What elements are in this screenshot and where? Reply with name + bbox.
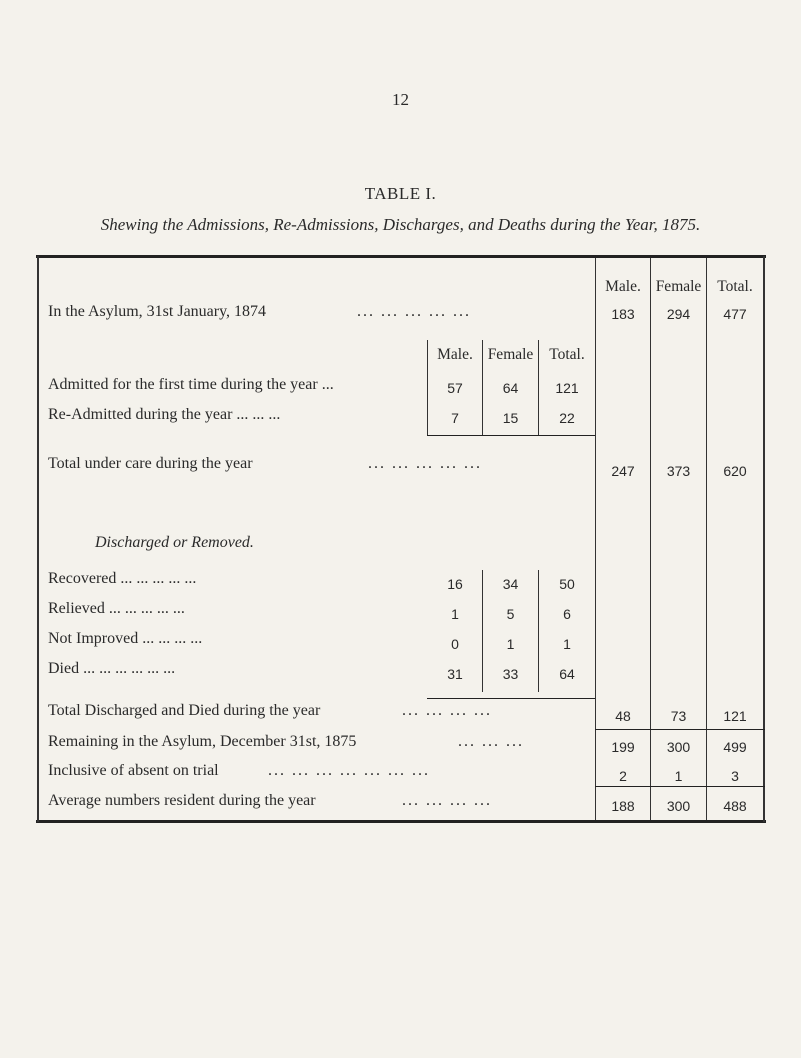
outer-col-divider bbox=[706, 258, 707, 820]
row-dots: ... ... ... bbox=[458, 733, 524, 750]
cell-total: 64 bbox=[559, 666, 575, 682]
cell-male: 48 bbox=[615, 708, 631, 724]
cell-female: 73 bbox=[670, 708, 687, 724]
cell-total: 620 bbox=[723, 463, 747, 479]
row-label: Total under care during the year bbox=[48, 455, 253, 472]
table-top-rule bbox=[36, 255, 766, 258]
row-label: Average numbers resident during the year bbox=[48, 792, 316, 809]
cell-male: 0 bbox=[451, 636, 459, 652]
cell-male: 16 bbox=[447, 576, 463, 592]
row-dots: ... ... ... ... ... bbox=[357, 303, 471, 320]
table-bottom-rule bbox=[36, 820, 766, 823]
outer-subtotal-rule bbox=[595, 786, 765, 787]
cell-total: 121 bbox=[555, 380, 579, 396]
row-dots: ... ... ... ... ... ... ... bbox=[268, 762, 430, 779]
table-right-rule bbox=[763, 256, 765, 822]
row-dots: ... ... ... ... bbox=[402, 792, 492, 809]
row-label: Admitted for the first time during the year ... bbox=[48, 376, 334, 393]
outer-header-female: Female bbox=[655, 278, 702, 295]
row-label: Relieved ... ... ... ... ... bbox=[48, 600, 185, 617]
inner-subtotal-rule bbox=[427, 698, 595, 699]
cell-male: 247 bbox=[611, 463, 635, 479]
cell-female: 300 bbox=[666, 739, 691, 755]
row-dots: ... ... ... ... ... bbox=[368, 455, 482, 472]
table-subtitle: Shewing the Admissions, Re-Admissions, Discharges, and Deaths during the Year, 1875. bbox=[100, 215, 701, 234]
cell-female: 1 bbox=[506, 636, 515, 652]
outer-col-divider bbox=[595, 258, 596, 820]
cell-total: 477 bbox=[723, 306, 747, 322]
inner-header-female: Female bbox=[487, 346, 534, 363]
table-left-rule bbox=[37, 256, 39, 822]
row-label: Total Discharged and Died during the year bbox=[48, 702, 321, 719]
cell-female: 373 bbox=[666, 463, 691, 479]
cell-total: 22 bbox=[559, 410, 575, 426]
row-label: Not Improved ... ... ... ... bbox=[48, 630, 203, 647]
page-number: 12 bbox=[392, 90, 409, 109]
cell-male: 31 bbox=[447, 666, 463, 682]
cell-total: 3 bbox=[731, 768, 739, 784]
inner-header-male: Male. bbox=[437, 346, 473, 363]
cell-male: 57 bbox=[447, 380, 463, 396]
cell-female: 33 bbox=[502, 666, 519, 682]
cell-total: 488 bbox=[723, 798, 747, 814]
cell-female: 5 bbox=[506, 606, 515, 622]
row-label: Remaining in the Asylum, December 31st, 1875 bbox=[48, 733, 357, 750]
row-label: In the Asylum, 31st January, 1874 bbox=[48, 303, 267, 320]
cell-male: 7 bbox=[451, 410, 459, 426]
cell-total: 50 bbox=[559, 576, 575, 592]
outer-header-total: Total. bbox=[717, 278, 753, 295]
cell-female: 300 bbox=[666, 798, 691, 814]
cell-female: 294 bbox=[666, 306, 691, 322]
row-label: Re-Admitted during the year ... ... ... bbox=[48, 406, 281, 423]
inner-header-total: Total. bbox=[549, 346, 585, 363]
row-dots: ... ... ... ... bbox=[402, 702, 492, 719]
cell-male: 188 bbox=[611, 798, 635, 814]
row-label: Recovered ... ... ... ... ... bbox=[48, 570, 197, 587]
cell-female: 15 bbox=[502, 410, 519, 426]
cell-male: 183 bbox=[611, 306, 635, 322]
cell-total: 499 bbox=[723, 739, 747, 755]
cell-female: 1 bbox=[674, 768, 683, 784]
row-label: Inclusive of absent on trial bbox=[48, 762, 219, 779]
cell-total: 6 bbox=[563, 606, 571, 622]
cell-male: 1 bbox=[451, 606, 459, 622]
inner-subtotal-rule bbox=[427, 435, 595, 436]
cell-total: 1 bbox=[563, 636, 571, 652]
row-label: Died ... ... ... ... ... ... bbox=[48, 660, 176, 677]
table-title: TABLE I. bbox=[364, 184, 437, 203]
cell-female: 34 bbox=[502, 576, 519, 592]
cell-male: 2 bbox=[619, 768, 627, 784]
cell-total: 121 bbox=[723, 708, 747, 724]
outer-header-male: Male. bbox=[605, 278, 641, 295]
outer-subtotal-rule bbox=[595, 729, 765, 730]
cell-male: 199 bbox=[611, 739, 635, 755]
section-heading: Discharged or Removed. bbox=[95, 534, 254, 551]
cell-female: 64 bbox=[502, 380, 519, 396]
outer-col-divider bbox=[650, 258, 651, 820]
